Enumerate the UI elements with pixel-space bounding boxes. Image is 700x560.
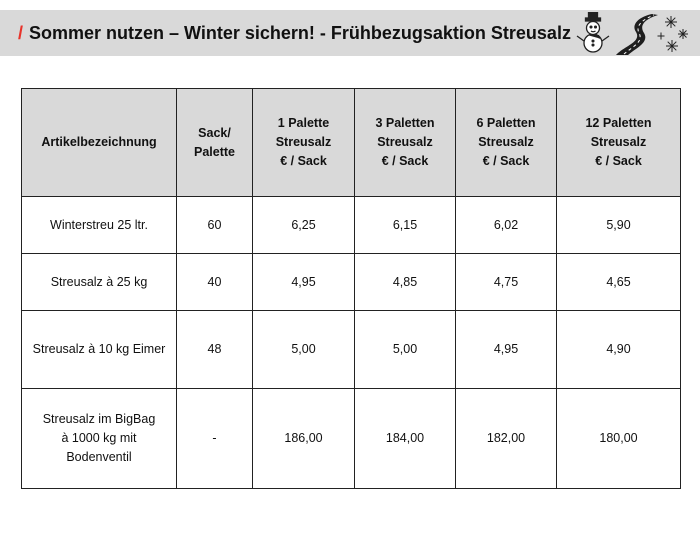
price-6-paletten-cell: 4,95 [456, 311, 557, 389]
price-12-paletten-cell: 4,90 [557, 311, 681, 389]
col-header-12-paletten [557, 89, 681, 197]
header-line: Streusalz [590, 135, 647, 149]
header-line: € / Sack [595, 154, 642, 168]
price-12-paletten-cell: 180,00 [557, 389, 681, 489]
header-line: 12 Paletten [585, 116, 652, 130]
price-1-palette-cell: 186,00 [253, 389, 355, 489]
header-line: Artikelbezeichnung [41, 135, 157, 149]
header-line: 1 Palette [277, 116, 330, 130]
col-header-6-paletten [456, 89, 557, 197]
table-row [22, 311, 681, 389]
article-name-line: Winterstreu 25 ltr. [50, 217, 148, 232]
sack-palette-cell: - [177, 389, 253, 489]
col-header-1-palette [253, 89, 355, 197]
table-row [22, 197, 681, 254]
article-name-cell [22, 389, 177, 489]
price-6-paletten-cell: 4,75 [456, 254, 557, 311]
winter-decoration [572, 12, 690, 56]
page-title [18, 10, 571, 56]
article-name-cell [22, 197, 177, 254]
title-text: Sommer nutzen – Winter sichern! - Frühbezugsaktion Streusalz [29, 23, 571, 43]
article-name-line: Streusalz im BigBag [42, 412, 156, 426]
header-line: € / Sack [381, 154, 429, 168]
price-6-paletten-cell: 182,00 [456, 389, 557, 489]
sack-palette-cell: 40 [177, 254, 253, 311]
article-name-cell [22, 311, 177, 389]
table-header-row [22, 89, 681, 197]
header-line: Sack/ [198, 125, 231, 140]
header-line: Streusalz [377, 135, 433, 149]
article-name-line: à 1000 kg mit [61, 431, 137, 445]
price-table [21, 88, 681, 489]
sack-palette-cell: 60 [177, 197, 253, 254]
col-header-sack-palette [177, 89, 253, 197]
col-header-article [22, 89, 177, 197]
header-line: Streusalz [275, 135, 332, 149]
header-line: Streusalz [478, 135, 534, 149]
price-3-paletten-cell: 184,00 [355, 389, 456, 489]
sack-palette-cell: 48 [177, 311, 253, 389]
article-name-cell [22, 254, 177, 311]
price-3-paletten-cell: 6,15 [355, 197, 456, 254]
article-name-line: Bodenventil [66, 450, 132, 464]
price-6-paletten-cell: 6,02 [456, 197, 557, 254]
price-1-palette-cell: 4,95 [253, 254, 355, 311]
header-line: 3 Paletten [375, 116, 435, 130]
snowflake-icon [658, 16, 689, 52]
price-3-paletten-cell: 4,85 [355, 254, 456, 311]
price-3-paletten-cell: 5,00 [355, 311, 456, 389]
header-line: € / Sack [482, 154, 530, 168]
article-name-line: Streusalz à 10 kg Eimer [32, 342, 166, 356]
price-12-paletten-cell: 5,90 [557, 197, 681, 254]
price-12-paletten-cell: 4,65 [557, 254, 681, 311]
header-line: € / Sack [280, 154, 327, 168]
table-row [22, 389, 681, 489]
col-header-3-paletten [355, 89, 456, 197]
title-slash: / [18, 23, 24, 43]
price-1-palette-cell: 6,25 [253, 197, 355, 254]
table-row [22, 254, 681, 311]
snowman-icon [577, 13, 609, 53]
header-line: 6 Paletten [476, 116, 536, 130]
price-1-palette-cell: 5,00 [253, 311, 355, 389]
article-name-line: Streusalz à 25 kg [50, 274, 148, 289]
header-line: Palette [194, 144, 235, 159]
road-icon [616, 14, 658, 55]
